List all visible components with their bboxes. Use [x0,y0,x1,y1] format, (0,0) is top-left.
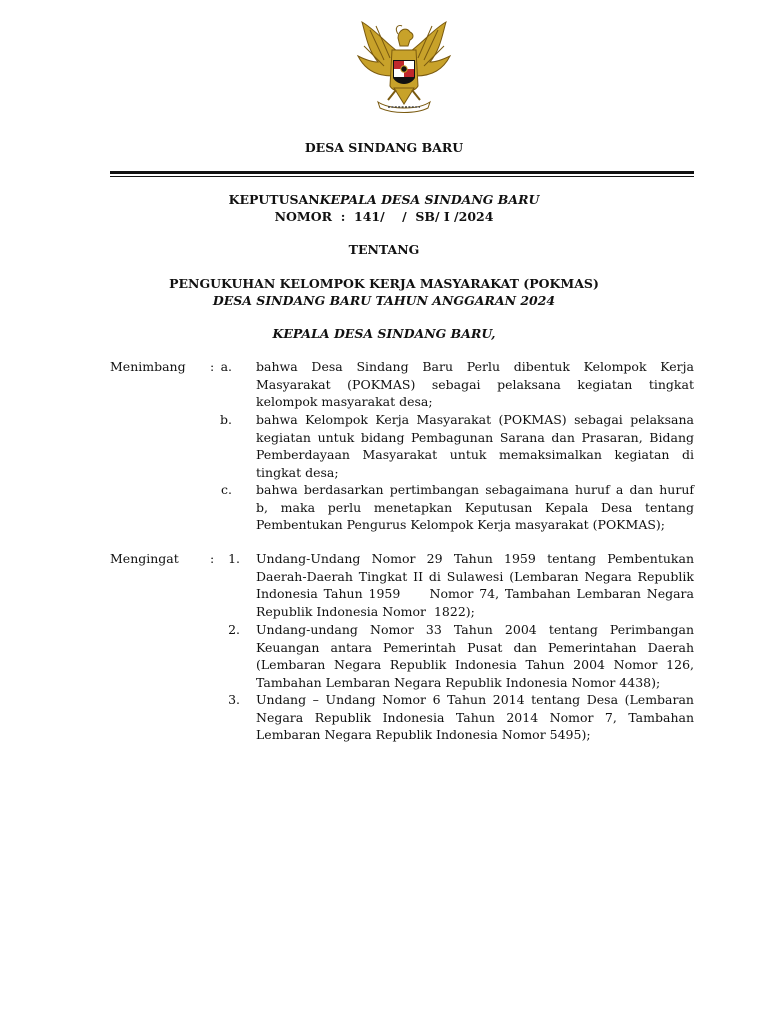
authority-heading: KEPALA DESA SINDANG BARU, [272,326,496,341]
menimbang-marker-b: b. [220,412,232,427]
subject-line-2: DESA SINDANG BARU TAHUN ANGGARAN 2024 [212,293,556,308]
mengingat-item-2: Undang-undang Nomor 33 Tahun 2004 tentang Perimbangan Keuangan antara Pemerintah Pusat dan Pemerintahan Daerah (Lembaran Negara Republik Indonesia Tahun 2004 Nomor 126, Tambahan Lembaran Negara Republik Indonesia Nomor 4438); [256,622,694,690]
decree-title [0,191,768,208]
mengingat-item-3: Undang – Undang Nomor 6 Tahun 2014 tentang Desa (Lembaran Negara Republik Indonesia Tahun 2014 Nomor 7, Tambahan Lembaran Negara Republik Indonesia Nomor 5495); [256,692,694,742]
garuda-emblem-icon [348,16,460,116]
decree-number: NOMOR : 141/ / SB/ I /2024 [274,209,494,224]
decree-issuer: KEPALA DESA SINDANG BARU [319,192,540,207]
mengingat-marker-3: 3. [228,692,240,707]
header-rule-thick [110,171,694,174]
menimbang-item-a: bahwa Desa Sindang Baru Perlu dibentuk Kelompok Kerja Masyarakat (POKMAS) sebagai pelaksana kegiatan tingkat kelompok masyarakat desa; [256,359,694,409]
subject-line-1: PENGUKUHAN KELOMPOK KERJA MASYARAKAT (POKMAS) [169,276,599,291]
menimbang-marker-a: a. [220,359,232,374]
mengingat-marker-2: 2. [228,622,240,637]
mengingat-item-1: Undang-Undang Nomor 29 Tahun 1959 tentang Pembentukan Daerah-Daerah Tingkat II di Sulawesi (Lembaran Negara Republik Indonesia Tahun 1959 Nomor 74, Tambahan Lembaran Negara Republik Indonesia Nomor 1822); [256,551,698,619]
mengingat-marker-1: 1. [228,551,240,566]
village-heading: DESA SINDANG BARU [304,140,464,155]
menimbang-label: Menimbang [110,359,186,374]
menimbang-item-b: bahwa Kelompok Kerja Masyarakat (POKMAS) sebagai pelaksana kegiatan untuk bidang Pembagunan Sarana dan Prasaran, Bidang Pemberdayaan Masyarakat untuk memaksimalkan kegiatan di tingkat desa; [256,412,694,480]
menimbang-marker-c: c. [221,482,232,497]
menimbang-colon: : [210,359,215,374]
decree-prefix: KEPUTUSAN [228,192,320,207]
mengingat-label: Mengingat [110,551,179,566]
about-heading: TENTANG [348,242,420,257]
menimbang-item-c: bahwa berdasarkan pertimbangan sebagaimana huruf a dan huruf b, maka perlu menetapkan Keputusan Kepala Desa tentang Pembentukan Pengurus Kelompok Kerja masyarakat (POKMAS); [256,482,694,532]
mengingat-colon: : [210,551,215,566]
header-rule-thin [110,176,694,177]
